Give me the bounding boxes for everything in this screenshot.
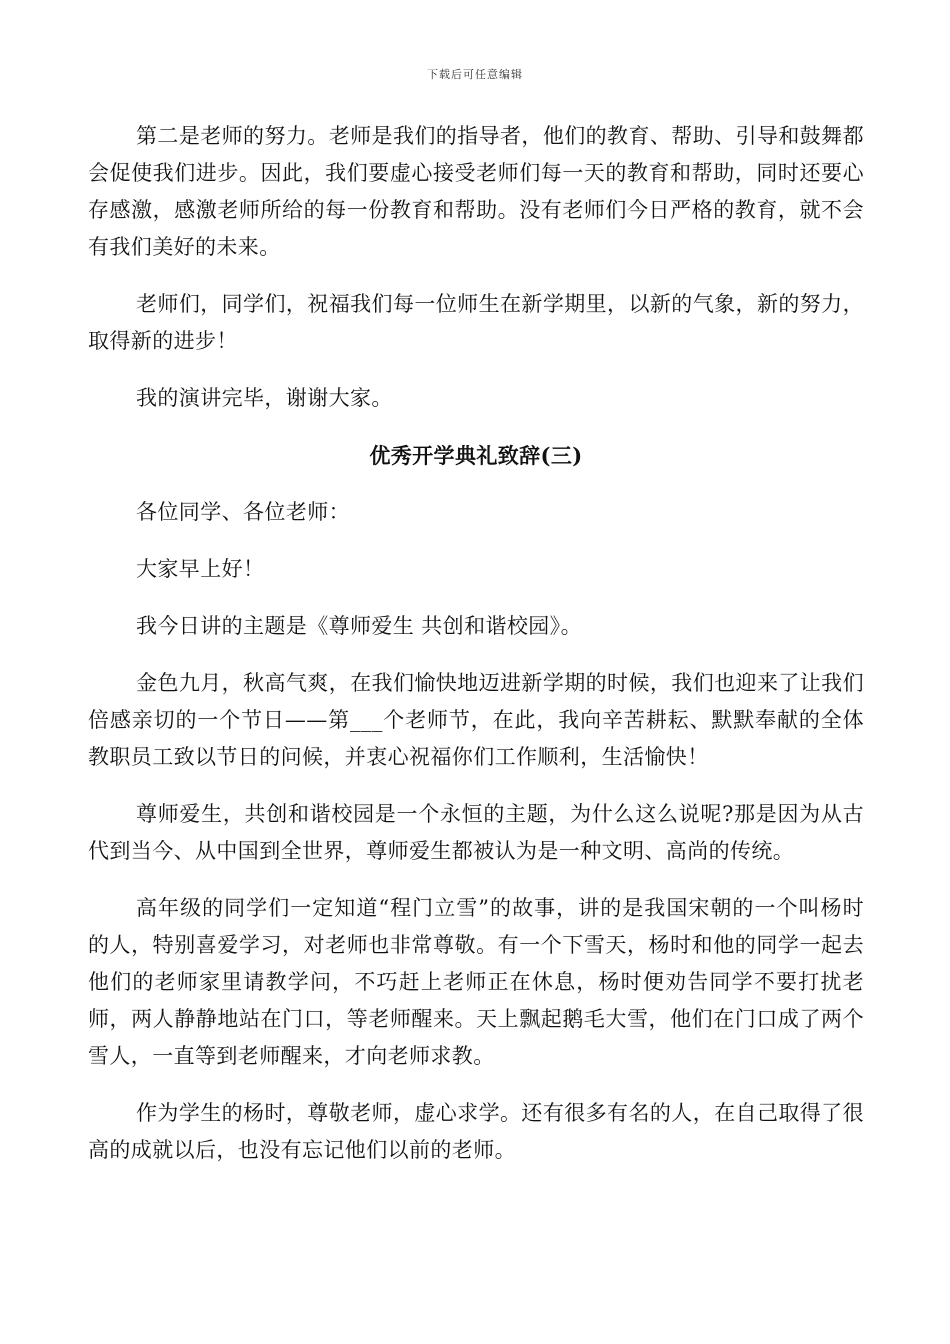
paragraph-greeting: 大家早上好！ xyxy=(136,557,265,581)
document-body xyxy=(88,118,864,1189)
paragraph-story: 高年级的同学们一定知道“程门立雪”的故事，讲的是我国宋朝的一个叫杨时的人，特别喜爱学习，对老师也非常尊敬。有一个下雪天，杨时和他的同学一起去他们的老师家里请教学问，不巧赶上老师正在休息，杨时便劝告同学不要打扰老师，两人静静地站在门口，等老师醒来。天上飘起鹅毛大雪，他们在门口成了两个雪人，一直等到老师醒来，才向老师求教。 xyxy=(88,896,864,1068)
paragraph-theme: 尊师爱生，共创和谐校园是一个永恒的主题，为什么这么说呢?那是因为从古代到当今、从中国到全世界，尊师爱生都被认为是一种文明、高尚的传统。 xyxy=(88,802,864,863)
paragraph-teachers-day: 金色九月，秋高气爽，在我们愉快地迈进新学期的时候，我们也迎来了让我们倍感亲切的一个节日——第___个老师节，在此，我向辛苦耕耘、默默奉献的全体教职员工致以节日的问候，并衷心祝福你们工作顺利，生活愉快！ xyxy=(88,671,864,769)
section-heading: 优秀开学典礼致辞(三) xyxy=(369,443,583,468)
paragraph-closing: 我的演讲完毕，谢谢大家。 xyxy=(136,386,393,410)
paragraph-respect: 作为学生的杨时，尊敬老师，虚心求学。还有很多有名的人，在自己取得了很高的成就以后，也没有忘记他们以前的老师。 xyxy=(88,1101,864,1162)
paragraph-topic: 我今日讲的主题是《尊师爱生 共创和谐校园》。 xyxy=(136,614,582,638)
paragraph-blessing: 老师们，同学们，祝福我们每一位师生在新学期里，以新的气象，新的努力，取得新的进步！ xyxy=(88,292,864,353)
page-header-note: 下载后可任意编辑 xyxy=(427,68,523,81)
paragraph-salutation: 各位同学、各位老师： xyxy=(136,500,350,524)
paragraph-teacher-effort: 第二是老师的努力。老师是我们的指导者，他们的教育、帮助、引导和鼓舞都会促使我们进步。因此，我们要虚心接受老师们每一天的教育和帮助，同时还要心存感激，感激老师所给的每一份教育和帮助。没有老师们今日严格的教育，就不会有我们美好的未来。 xyxy=(88,124,864,259)
